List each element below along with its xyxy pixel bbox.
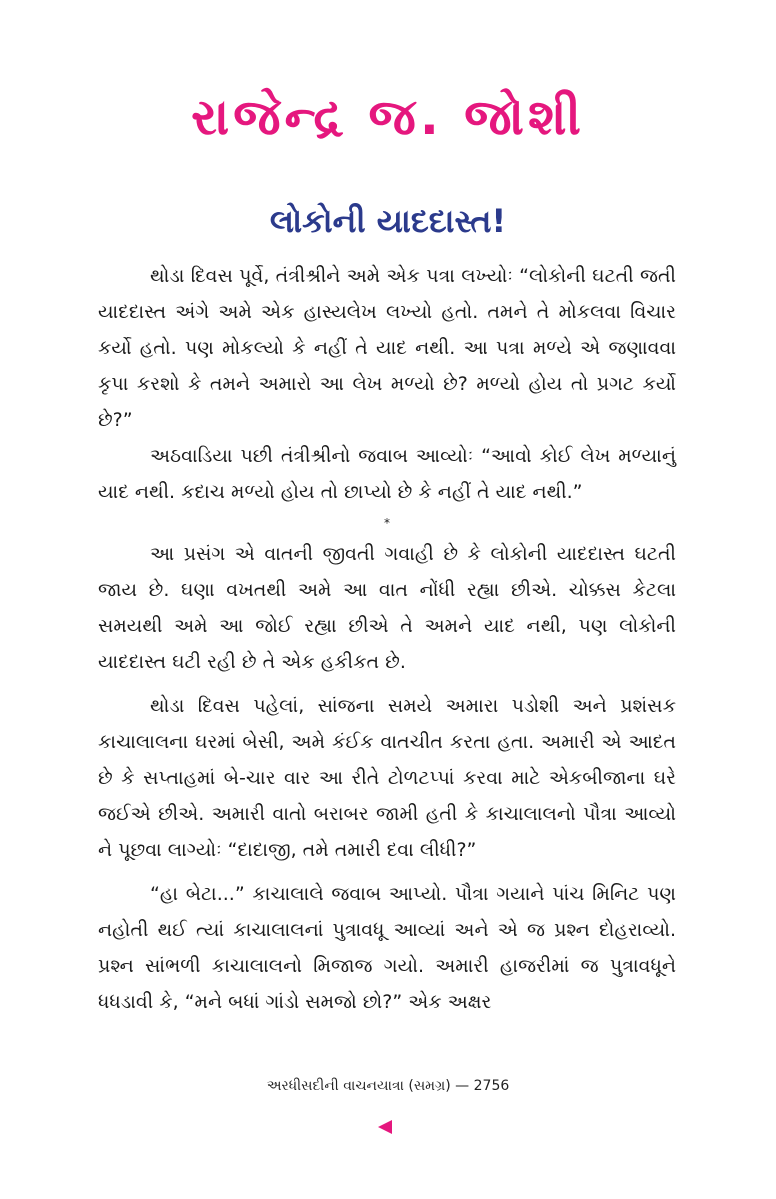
story-body bbox=[98, 258, 676, 1020]
author-name: રાજેન્દ્ર જ. જોશી bbox=[191, 88, 585, 146]
section-separator: * bbox=[384, 516, 390, 530]
page-footer: અરધીસદીની વાચનયાત્રા (સમગ્ર) — 2756 bbox=[266, 1078, 510, 1094]
previous-page-arrow-icon[interactable] bbox=[378, 1120, 392, 1134]
paragraph-3: આ પ્રસંગ એ વાતની જીવતી ગવાહી છે કે લોકોની યાદદાસ્ત ઘટતી જાય છે. ઘણા વખતથી અમે આ વાત નોંધી રહ્યા છીએ. ચોક્કસ કેટલા સમયથી અમે આ જોઈ રહ્યા છીએ તે અમને યાદ નથી, પણ લોકોની યાદદાસ્ત ઘટી રહી છે તે એક હકીકત છે. bbox=[98, 543, 676, 673]
story-title: લોકોની યાદદાસ્ત! bbox=[269, 202, 507, 240]
paragraph-4: થોડા દિવસ પહેલાં, સાંજના સમયે અમારા પડોશી અને પ્રશંસક કાચાલાલના ઘરમાં બેસી, અમે કંઈક વાતચીત કરતા હતા. અમારી એ આદત છે કે સપ્તાહમાં બે-ચાર વાર આ રીતે ટોળટપ્પાં કરવા માટે એકબીજાના ઘરે જઈએ છીએ. અમારી વાતો બરાબર જામી હતી કે કાચાલાલનો પૌત્રા આવ્યો ને પૂછવા લાગ્યોઃ “દાદાજી, તમે તમારી દવા લીધી?” bbox=[98, 695, 676, 861]
paragraph-1: થોડા દિવસ પૂર્વે, તંત્રીશ્રીને અમે એક પત્રા લખ્યોઃ “લોકોની ઘટતી જતી યાદદાસ્ત અંગે અમે એક હાસ્યલેખ લખ્યો હતો. તમને તે મોકલવા વિચાર કર્યો હતો. પણ મોકલ્યો કે નહીં તે યાદ નથી. આ પત્રા મળ્યે એ જણાવવા કૃપા કરશો કે તમને અમારો આ લેખ મળ્યો છે? મળ્યો હોય તો પ્રગટ કર્યો છે?” bbox=[98, 265, 676, 431]
paragraph-5: “હા બેટા...” કાચાલાલે જવાબ આપ્યો. પૌત્રા ગયાને પાંચ મિનિટ પણ નહોતી થઈ ત્યાં કાચાલાલનાં પુત્રાવધૂ આવ્યાં અને એ જ પ્રશ્ન દોહરાવ્યો. પ્રશ્ન સાંભળી કાચાલાલનો મિજાજ ગયો. અમારી હાજરીમાં જ પુત્રાવધૂને ધધડાવી કે, “મને બધાં ગાંડો સમજો છો?” એક અક્ષર bbox=[98, 883, 676, 1013]
paragraph-2: અઠવાડિયા પછી તંત્રીશ્રીનો જવાબ આવ્યોઃ “આવો કોઈ લેખ મળ્યાનું યાદ નથી. કદાચ મળ્યો હોય તો છાપ્યો છે કે નહીં તે યાદ નથી.” bbox=[98, 445, 676, 503]
